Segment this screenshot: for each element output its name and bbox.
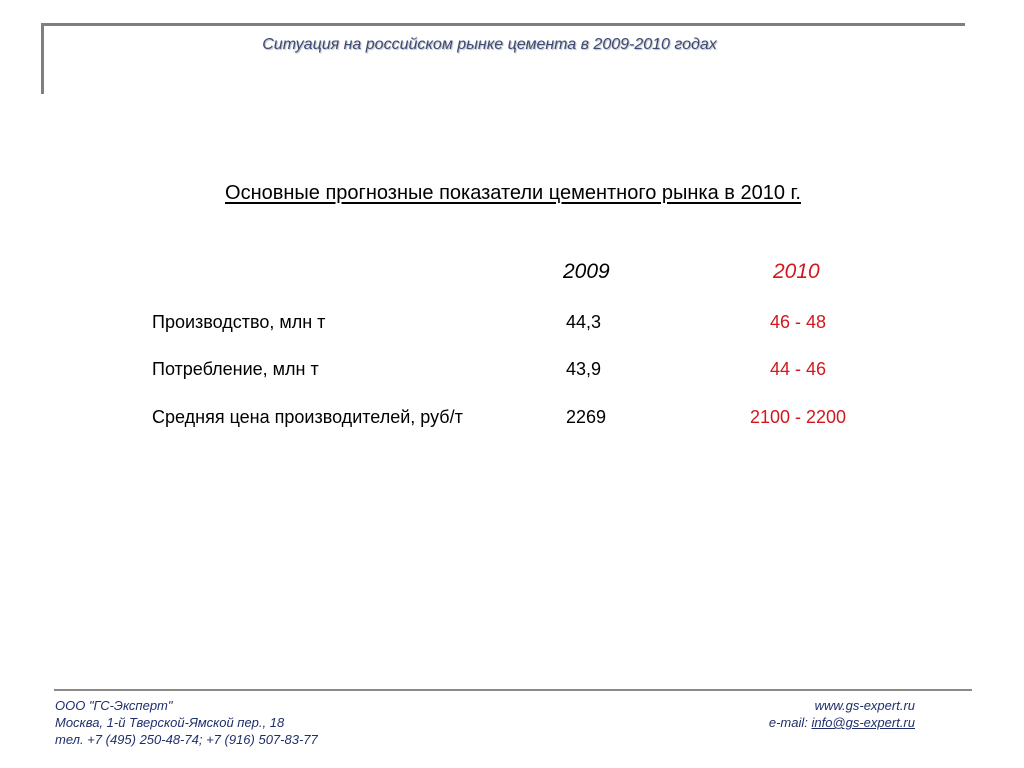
footer-email-link[interactable]: info@gs-expert.ru <box>811 715 915 730</box>
value-2009: 43,9 <box>566 359 602 379</box>
footer-email-line <box>769 714 915 731</box>
page-title: Основные прогнозные показатели цементного рынка в 2010 г. <box>225 182 801 204</box>
value-2009: 2269 <box>566 407 607 427</box>
footer-phone: тел. +7 (495) 250-48-74; +7 (916) 507-83-77 <box>55 732 318 747</box>
value-2010: 2100 - 2200 <box>749 407 847 427</box>
header-left-rule <box>41 24 44 94</box>
table-row-avg-price <box>0 407 1024 431</box>
footer-company-name: ООО "ГС-Эксперт" <box>55 698 173 713</box>
value-2010: 44 - 46 <box>769 359 827 379</box>
footer-website-link[interactable]: www.gs-expert.ru <box>814 698 915 713</box>
footer-email-label: e-mail: <box>768 715 812 730</box>
value-2010: 46 - 48 <box>769 312 827 332</box>
footer-web-block <box>769 697 915 731</box>
table-row-production <box>0 312 1024 336</box>
footer-divider <box>54 689 972 691</box>
footer-address: Москва, 1-й Тверской-Ямской пер., 18 <box>55 715 285 730</box>
row-label: Средняя цена производителей, руб/т <box>152 407 463 427</box>
column-header-2010: 2010 <box>773 260 820 283</box>
table-row-consumption <box>0 359 1024 383</box>
column-header-2009: 2009 <box>563 260 610 283</box>
value-2009: 44,3 <box>566 312 602 332</box>
header-top-rule <box>41 23 965 26</box>
slide-header-title: Ситуация на российском рынке цемента в 2009-2010 годах <box>262 36 717 53</box>
row-label: Потребление, млн т <box>152 359 319 379</box>
row-label: Производство, млн т <box>152 312 326 332</box>
footer-contact-block <box>55 697 318 748</box>
